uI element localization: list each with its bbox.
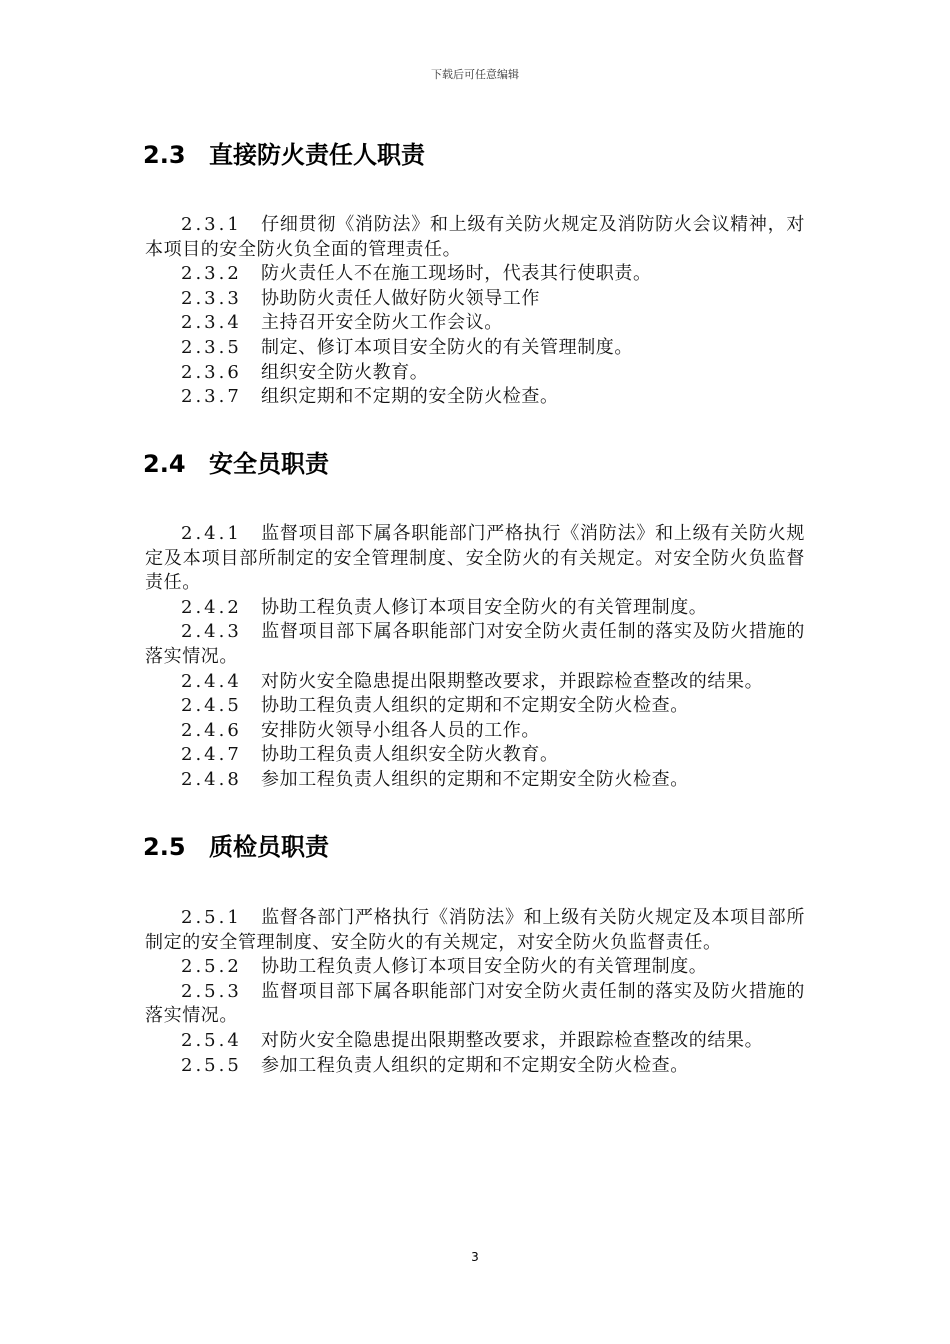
item-text: 监督项目部下属各职能部门对安全防火责任制的落实及防火措施的落实情况。 (145, 980, 805, 1027)
list-item (145, 1029, 805, 1054)
item-text: 协助工程负责人修订本项目安全防火的有关管理制度。 (261, 596, 708, 618)
list-item (145, 311, 805, 336)
section-heading-2-4 (143, 444, 329, 479)
item-text: 组织安全防火教育。 (261, 361, 429, 383)
item-text: 组织定期和不定期的安全防火检查。 (261, 386, 559, 408)
item-number: 2.4.5 (181, 695, 242, 717)
list-item (145, 336, 805, 361)
item-number: 2.3.7 (181, 386, 242, 408)
item-number: 2.3.6 (181, 361, 242, 383)
item-number: 2.3.1 (181, 214, 242, 235)
section-title: 直接防火责任人职责 (209, 141, 425, 169)
section-title: 安全员职责 (209, 450, 329, 478)
item-number: 2.4.1 (181, 523, 242, 544)
section-heading-2-3 (143, 135, 425, 170)
section-title: 质检员职责 (209, 833, 329, 861)
item-number: 2.5.3 (181, 980, 242, 1002)
list-item (145, 694, 805, 719)
item-number: 2.3.3 (181, 287, 242, 309)
item-text: 仔细贯彻《消防法》和上级有关防火规定及消防防火会议精神，对本项目的安全防火负全面的管理责任。 (145, 214, 805, 260)
item-text: 对防火安全隐患提出限期整改要求，并跟踪检查整改的结果。 (261, 670, 764, 692)
header-note: 下载后可任意编辑 (431, 68, 519, 81)
list-item (145, 522, 805, 596)
item-text: 对防火安全隐患提出限期整改要求，并跟踪检查整改的结果。 (261, 1029, 764, 1051)
list-item (145, 670, 805, 695)
item-number: 2.5.5 (181, 1054, 242, 1076)
item-text: 制定、修订本项目安全防火的有关管理制度。 (261, 336, 633, 358)
list-item (145, 955, 805, 980)
list-item (145, 287, 805, 312)
item-text: 主持召开安全防火工作会议。 (261, 312, 503, 334)
item-number: 2.4.8 (181, 768, 242, 790)
page-number: 3 (471, 1250, 479, 1264)
item-text: 监督项目部下属各职能部门对安全防火责任制的落实及防火措施的落实情况。 (145, 621, 805, 667)
list-item (145, 980, 805, 1029)
list-item (145, 262, 805, 287)
item-text: 防火责任人不在施工现场时，代表其行使职责。 (261, 263, 652, 285)
section-body-2-4 (145, 522, 805, 793)
list-item (145, 361, 805, 386)
item-text: 协助工程负责人组织安全防火教育。 (261, 744, 559, 766)
item-text: 协助工程负责人修订本项目安全防火的有关管理制度。 (261, 956, 708, 978)
item-text: 监督项目部下属各职能部门严格执行《消防法》和上级有关防火规定及本项目部所制定的安全管理制度、安全防火的有关规定。对安全防火负监督责任。 (145, 523, 805, 594)
item-number: 2.4.3 (181, 621, 242, 643)
item-number: 2.5.1 (181, 907, 242, 928)
item-number: 2.4.2 (181, 596, 242, 618)
item-number: 2.3.4 (181, 312, 242, 334)
section-number: 2.3 (143, 141, 186, 169)
item-number: 2.5.4 (181, 1029, 242, 1051)
list-item (145, 213, 805, 262)
item-text: 协助工程负责人组织的定期和不定期安全防火检查。 (261, 695, 689, 717)
item-number: 2.5.2 (181, 956, 242, 978)
list-item (145, 620, 805, 669)
section-number: 2.4 (143, 450, 186, 478)
section-heading-2-5 (143, 827, 329, 862)
list-item (145, 743, 805, 768)
list-item (145, 906, 805, 955)
item-text: 参加工程负责人组织的定期和不定期安全防火检查。 (261, 1054, 689, 1076)
item-number: 2.4.7 (181, 744, 242, 766)
list-item (145, 596, 805, 621)
item-text: 参加工程负责人组织的定期和不定期安全防火检查。 (261, 768, 689, 790)
list-item (145, 719, 805, 744)
item-number: 2.4.4 (181, 670, 242, 692)
section-body-2-3 (145, 213, 805, 410)
section-number: 2.5 (143, 833, 186, 861)
item-text: 安排防火领导小组各人员的工作。 (261, 719, 540, 741)
list-item (145, 385, 805, 410)
list-item (145, 1054, 805, 1079)
list-item (145, 768, 805, 793)
item-text: 监督各部门严格执行《消防法》和上级有关防火规定及本项目部所制定的安全管理制度、安全防火的有关规定，对安全防火负监督责任。 (145, 907, 805, 953)
section-body-2-5 (145, 906, 805, 1078)
item-number: 2.4.6 (181, 719, 242, 741)
item-number: 2.3.5 (181, 336, 242, 358)
item-number: 2.3.2 (181, 263, 242, 285)
item-text: 协助防火责任人做好防火领导工作 (261, 287, 540, 309)
